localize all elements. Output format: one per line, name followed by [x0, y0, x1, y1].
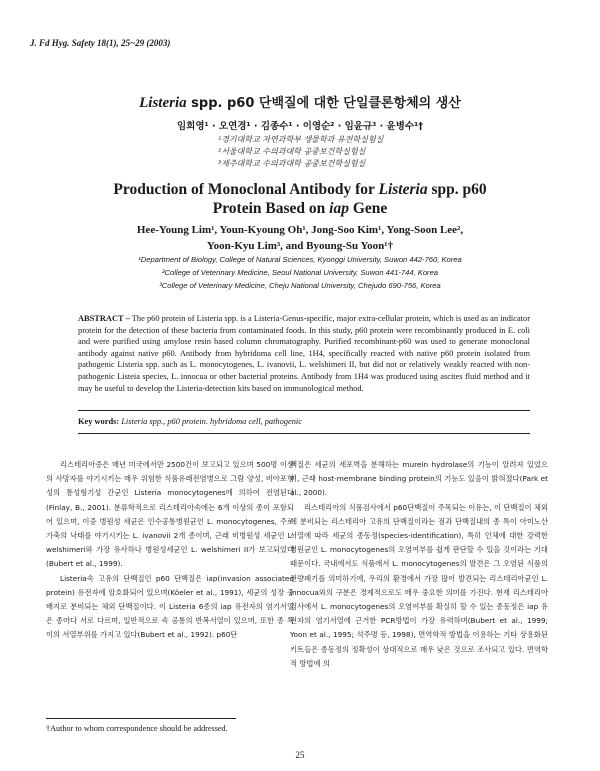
title-korean-genus: Listeria	[139, 95, 187, 111]
affiliation-korean-1: ¹경기대학교 자연과학부 생물학과 유전학실험실	[218, 135, 384, 144]
authors-english-line-2: Yoon-Kyu Lim³, and Byoung-Su Yoon¹†	[206, 240, 394, 252]
keywords-text: Listeria spp., p60 protein. hybridoma cell, pathogenic	[121, 417, 302, 426]
affiliation-english-3: ³College of Veterinary Medicine, Cheju National University, Chejudo 690-756, Korea	[159, 281, 441, 290]
title-english	[0, 180, 600, 218]
body-paragraph: 리스테리아의 식품검사에서 p60단백질이 주목되는 이유는, 이 단백질이 체외에 분비되는 리스테리아 고유의 단백질이라는 점과 단백질내의 종 특이 아미노산서열에 따라 세균의 종동정(species-identification), 특히 인체에 대한 강력한 병원균인 L. monocytogenes의 오염여부를 쉽게 판단할 수 있을 것이라는 기대 때문이다. 국내에서도 식품에서 L. monocytogenes의 발견은 그 오염된 식품의 전량폐기를 의미하기에, 우리의 환경에서 가장 많이 발견되는 리스테리아균인 L. innocua와의 구분은 경제적으로도 매우 중요한 의미를 가진다. 현재 리스테리아 검사에서 L. monocytogenes의 오염여부를 확실히 할 수 있는 종동정은 iap 유전자의 염기서열에 근거한 PCR방법이 가장 유력하며(Bubert et al., 1999; Yoon et al., 1995; 석주명 등, 1998), 면역학적 방법을 이용하는 기타 상용화된 키트들은 종동정의 정확성이 상대적으로 매우 낮은 것으로 조사되고 있다. 면역학적 방법에 의	[290, 502, 548, 668]
body-paragraph: Listeria속 고유의 단백질인 p60 단백질은 iap(invasion associated protein) 유전자에 암호화되어 있으며(Köeler et al., 1991), 세균의 성장 중 배지로 분비되는 체외 단백질이다. 이 Listeria 6종의 iap 유전자의 염기서열은 종마다 서로 다르며, 일반적으로 속 공통의 반복서열이 있으며, 또한 종 특이의 서열부위를 가지고 있다(Bubert et al., 1992). p60단	[46, 573, 294, 640]
body-paragraph: 백질은 세균의 세포벽을 분해하는 murein hydrolase의 기능이 알려져 있었으며, 근래 host-membrane binding protein의 기능도 있음이 밝혀졌다(Park et al., 2000).	[290, 460, 548, 498]
title-english-line-2-end: Gene	[352, 200, 388, 217]
title-english-genus: Listeria	[378, 181, 428, 198]
authors-english	[0, 222, 600, 254]
keywords-divider	[78, 433, 530, 434]
authors-korean: 임희영¹ · 오연경¹ · 김종수¹ · 이영순² · 임윤규³ · 윤병수¹†	[176, 121, 424, 132]
affiliation-english-2: ²College of Veterinary Medicine, Seoul National University, Suwon 441-744, Korea	[161, 268, 439, 277]
affiliation-korean-2: ²서울대학교 수의과대학 공중보건학실험실	[218, 147, 366, 156]
affiliation-korean-3: ³제주대학교 수의과대학 공중보건학실험실	[218, 159, 366, 168]
authors-english-line-1: Hee-Young Lim¹, Youn-Kyoung Oh¹, Jong-Soo Kim¹, Yong-Soon Lee²,	[136, 224, 464, 236]
footnote: †Author to whom correspondence should be addressed.	[46, 724, 228, 733]
keywords-label: Key words:	[78, 417, 120, 426]
title-english-line-2	[0, 199, 600, 218]
keywords	[78, 417, 302, 426]
title-english-line-2-start: Protein Based on	[212, 200, 326, 217]
title-english-line-1-start: Production of Monoclonal Antibody for	[113, 181, 375, 198]
body-column-left	[46, 458, 294, 643]
body-column-right	[290, 458, 548, 671]
title-korean-rest: spp. p60 단백질에 대한 단일클론항체의 생산	[191, 96, 461, 111]
title-english-gene: iap	[329, 200, 349, 217]
affiliation-english-1: ¹Department of Biology, College of Natural Sciences, Kyonggi University, Suwon 442-760, Korea	[138, 255, 462, 264]
title-korean	[0, 92, 600, 112]
body-paragraph: 리스테리아증은 매년 미국에서만 2500건이 보고되고 있으며 500명 이상의 사망자를 야기시키는 매우 위험한 식품유래전염병으로 그람 양성, 비아포형성의 통성혐기성 간균인 Listeria monocytogenes에 의하여 전염된다(Finlay, B., 2001). 분류학적으로 리스테리아속에는 6개 이상의 종이 포함되어 있으며, 이중 병원성 세균은 인수공통병원균인 L. monocytogenes, 주로 가축의 낙태를 야기시키는 L. ivanovii 2개 종이며, 근래 비병원성 세균인 L. welshimeri와 가장 유사하나 병원성세균인 L. welshimeri II가 보고되었다(Bubert et al., 1999).	[46, 460, 294, 569]
abstract-divider	[78, 410, 530, 411]
abstract-text: The p60 protein of Listeria spp. is a Listeria-Genus-specific, major extra-cellular protein, which is used as an indicator protein for the detection of these bacteria from contaminated foods. In this study, p60 protein were recombinantly produced in E. coli and were purified using amylose resin based column chromatography. Purified recombinant-p60 was used to generate monoclonal antibody against native p60. Antibody from hybridoma cell line, 1H4, specifically reacted with native p60 protein isolated from pathogenic Listeria spp. such as L. monocytogenes, L. ivanovii, L. welshimeri II, but did not or relatively weakly reacted with non-pathogenic Listeia species, L. innocua or other bacterial proteins. Antibody from 1H4 was produced using ascites fluid method and it may be useful to develop the Listeria-detection kits based on immunological method.	[78, 314, 530, 393]
footnote-rule	[46, 718, 236, 719]
title-english-line-1	[0, 180, 600, 199]
abstract-label: ABSTRACT –	[78, 314, 130, 323]
title-english-line-1-end: spp. p60	[431, 181, 487, 198]
running-head: J. Fd Hyg. Safety 18(1), 25~29 (2003)	[30, 38, 171, 48]
page-number: 25	[295, 750, 305, 760]
abstract	[78, 313, 530, 394]
